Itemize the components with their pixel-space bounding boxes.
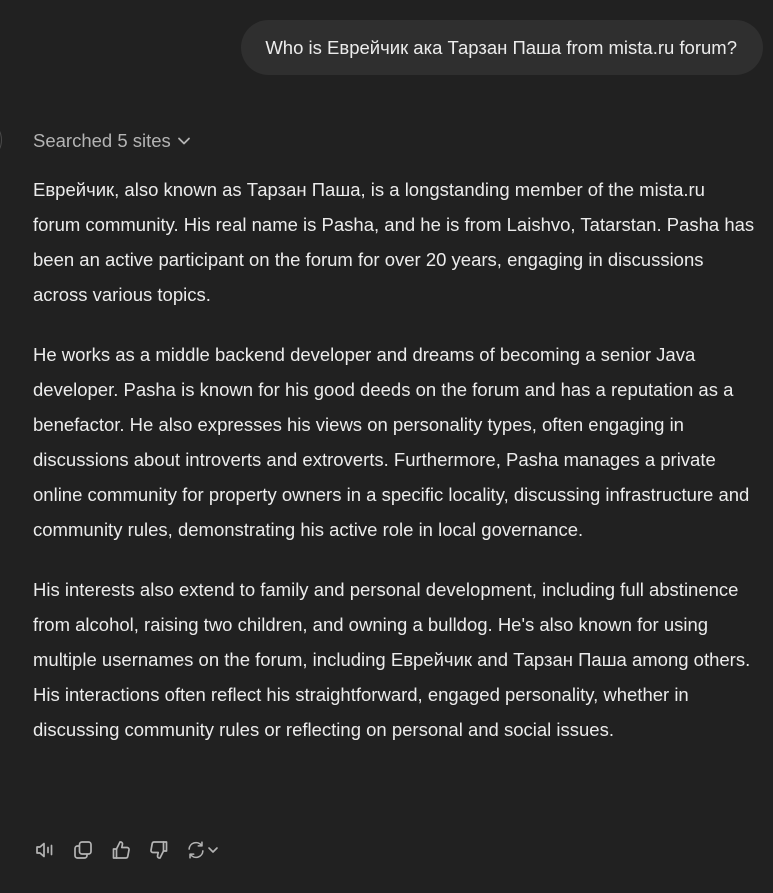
copy-button[interactable] [71,836,95,864]
thumbs-down-icon [147,838,171,862]
searched-sites-toggle[interactable] [33,128,191,154]
response-action-bar [33,836,223,864]
assistant-avatar [0,125,2,155]
read-aloud-button[interactable] [33,836,57,864]
searched-sites-label: Searched 5 sites [33,130,171,151]
chevron-down-icon [207,845,219,855]
chevron-down-icon [177,136,191,146]
assistant-response [33,172,755,772]
copy-icon [71,838,95,862]
thumbs-up-icon [109,838,133,862]
user-message-text: Who is Еврейчик ака Тарзан Паша from mista.ru forum? [265,36,737,58]
good-response-button[interactable] [109,836,133,864]
response-paragraph: He works as a middle backend developer and dreams of becoming a senior Java developer. Pasha is known for his good deeds on the forum and has a reputation as a benefactor. He also expresses his views on personality types, often engaging in discussions about introverts and extroverts. Furthermore, Pasha manages a private online community for property owners in a specific locality, discussing infrastructure and community rules, demonstrating his active role in local governance. [33,344,750,540]
response-paragraph: His interests also extend to family and personal development, including full abstinence from alcohol, raising two children, and owning a bulldog. He's also known for using multiple usernames on the forum, including Еврейчик and Тарзан Паша among others. His interactions often reflect his straightforward, engaged personality, whether in discussing community rules or reflecting on personal and social issues. [33,579,751,740]
regenerate-icon [185,839,207,861]
response-paragraph: Еврейчик, also known as Тарзан Паша, is a longstanding member of the mista.ru forum community. His real name is Pasha, and he is from Laishvo, Tatarstan. Pasha has been an active participant on the forum for over 20 years, engaging in discussions across various topics. [33,179,755,305]
regenerate-button[interactable] [185,836,223,864]
speaker-icon [33,838,57,862]
bad-response-button[interactable] [147,836,171,864]
user-message-bubble [241,20,763,75]
